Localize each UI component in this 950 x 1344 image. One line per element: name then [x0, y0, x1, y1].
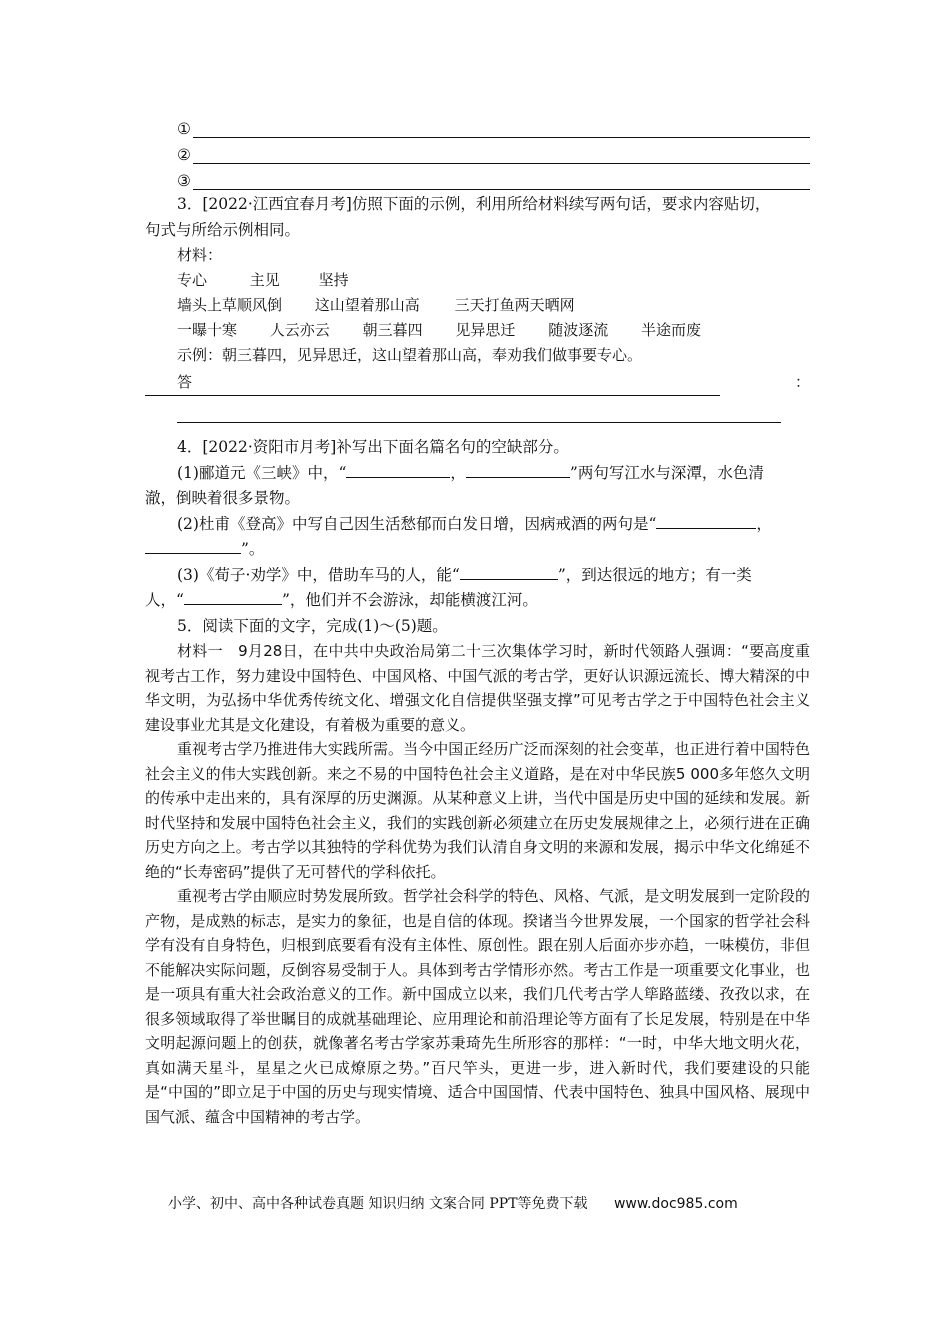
- text: (1)郦道元《三峡》中，“: [177, 463, 347, 482]
- text: 人，“: [145, 591, 184, 609]
- answer-colon: ：: [794, 372, 810, 391]
- question-4-item-3-cont: [145, 588, 810, 614]
- material-label: 材料：: [177, 246, 223, 264]
- fill-blank[interactable]: [184, 590, 282, 605]
- answer-label: 答: [177, 372, 193, 391]
- question-4-title: 4．[2022·资阳市月考]补写出下面名篇名句的空缺部分。: [177, 438, 569, 456]
- material-word: 坚持: [318, 271, 349, 289]
- material-word: 朝三暮四: [362, 321, 423, 339]
- fill-blank[interactable]: [460, 565, 558, 580]
- material-row-2: [145, 293, 810, 318]
- blank-label: ③: [177, 172, 191, 190]
- material-word: 这山望着那山高: [314, 296, 420, 314]
- answer-underline: [193, 175, 810, 190]
- material-word: 随波逐流: [548, 321, 609, 339]
- blank-label: ①: [177, 120, 191, 138]
- reading-paragraph-2: 重视考古学乃推进伟大实践所需。当今中国正经历广泛而深刻的社会变革，也正进行着中国特色社会主义的伟大实践创新。来之不易的中国特色社会主义道路，是在对中华民族5 000多年悠久文明的传承中走出来的，具有深厚的历史渊源。从某种意义上讲，当代中国是历史中国的延续和发展。新时代坚持和发展中国特色社会主义，我们的实践创新必须建立在历史发展规律之上，必须行进在正确历史方向之上。考古学以其独特的学科优势为我们认清自身文明的来源和发展，揭示中华文化绵延不绝的“长寿密码”提供了无可替代的学科依托。: [145, 740, 810, 881]
- fill-blank[interactable]: [346, 463, 450, 478]
- question-4-item-2-cont: [145, 537, 810, 563]
- text: ”两句写江水与深潭，水色清: [569, 463, 764, 482]
- answer-underline: [193, 149, 810, 164]
- text: ”，他们并不会游泳，却能横渡江河。: [281, 591, 538, 609]
- text: (2)杜甫《登高》中写自己因生活愁郁而白发日增，因病戒酒的两句是“: [177, 514, 657, 533]
- material-word: 专心: [177, 271, 208, 289]
- fill-blank[interactable]: [466, 463, 570, 478]
- answer-line-2[interactable]: [177, 421, 781, 423]
- material-word: 主见: [249, 271, 280, 289]
- blank-label: ②: [177, 146, 191, 164]
- material-word: 三天打鱼两天晒网: [454, 296, 575, 314]
- answer-blank-3[interactable]: [145, 164, 810, 190]
- text: ，: [756, 514, 772, 533]
- fill-blank[interactable]: [145, 539, 241, 554]
- text: ”。: [241, 540, 265, 558]
- question-4-item-1-cont: 澈，倒映着很多景物。: [145, 489, 301, 507]
- question-4-item-3: [145, 563, 810, 589]
- material-word: 墙头上草顺风倒: [177, 296, 283, 314]
- answer-underline: [193, 123, 810, 138]
- answer-line-1[interactable]: [145, 394, 720, 396]
- example-sentence: 示例：朝三暮四，见异思迁，这山望着那山高，奉劝我们做事要专心。: [177, 346, 643, 364]
- answer-blank-2[interactable]: [145, 138, 810, 164]
- exam-page: [145, 112, 810, 1129]
- footer-url[interactable]: www.doc985.com: [613, 1196, 738, 1212]
- material-row-1: [145, 268, 810, 293]
- reading-paragraph-1: 材料一 9月28日，在中共中央政治局第二十三次集体学习时，新时代领路人强调：“要高度重视考古工作，努力建设中国特色、中国风格、中国气派的考古学，更好认识源远流长、博大精深的中华文明，为弘扬中华优秀传统文化、增强文化自信提供坚强支撑”可见考古学之于中国特色社会主义建设事业尤其是文化建设，有着极为重要的意义。: [145, 642, 810, 734]
- question-4-item-2: [145, 512, 810, 538]
- question-5-title: 5．阅读下面的文字，完成(1)～(5)题。: [177, 616, 448, 635]
- footer-text: 小学、初中、高中各种试卷真题 知识归纳 文案合同 PPT等免费下载: [168, 1196, 588, 1212]
- answer-row: [145, 368, 810, 394]
- reading-paragraph-3: 重视考古学由顺应时势发展所致。哲学社会科学的特色、风格、气派，是文明发展到一定阶段的产物，是成熟的标志，是实力的象征，也是自信的体现。揆诸当今世界发展，一个国家的哲学社会科学有没有自身特色，归根到底要看有没有主体性、原创性。跟在别人后面亦步亦趋，一味模仿，非但不能解决实际问题，反倒容易受制于人。具体到考古学情形亦然。考古工作是一项重要文化事业，也是一项具有重大社会政治意义的工作。新中国成立以来，我们几代考古学人筚路蓝缕、孜孜以求，在很多领域取得了举世瞩目的成就基础理论、应用理论和前沿理论等方面有了长足发展，特别是在中华文明起源问题上的创获，就像著名考古学家苏秉琦先生所形容的那样：“一时，中华大地文明火花，真如满天星斗，星星之火已成燎原之势。”百尺竿头，更进一步，进入新时代，我们要建设的只能是“中国的”即立足于中国的历史与现实情境、适合中国国情、代表中国特色、独具中国风格、展现中国气派、蕴含中国精神的考古学。: [145, 887, 810, 1126]
- material-word: 半途而废: [640, 321, 701, 339]
- material-row-3: [145, 318, 810, 343]
- question-3-line2: 句式与所给示例相同。: [145, 220, 301, 239]
- material-word: 见异思迁: [455, 321, 516, 339]
- fill-blank[interactable]: [656, 514, 756, 529]
- material-word: 人云亦云: [269, 321, 330, 339]
- page-footer: [168, 1193, 738, 1213]
- answer-blank-1[interactable]: [145, 112, 810, 138]
- question-3-line1: 3．[2022·江西宜春月考]仿照下面的示例，利用所给材料续写两句话，要求内容贴切，: [177, 195, 771, 213]
- material-word: 一曝十寒: [177, 321, 238, 339]
- question-4-item-1: [145, 461, 810, 487]
- text: (3)《荀子·劝学》中，借助车马的人，能“: [177, 565, 460, 584]
- text: ，: [450, 463, 466, 482]
- text: ”，到达很远的地方；有一类: [557, 565, 752, 584]
